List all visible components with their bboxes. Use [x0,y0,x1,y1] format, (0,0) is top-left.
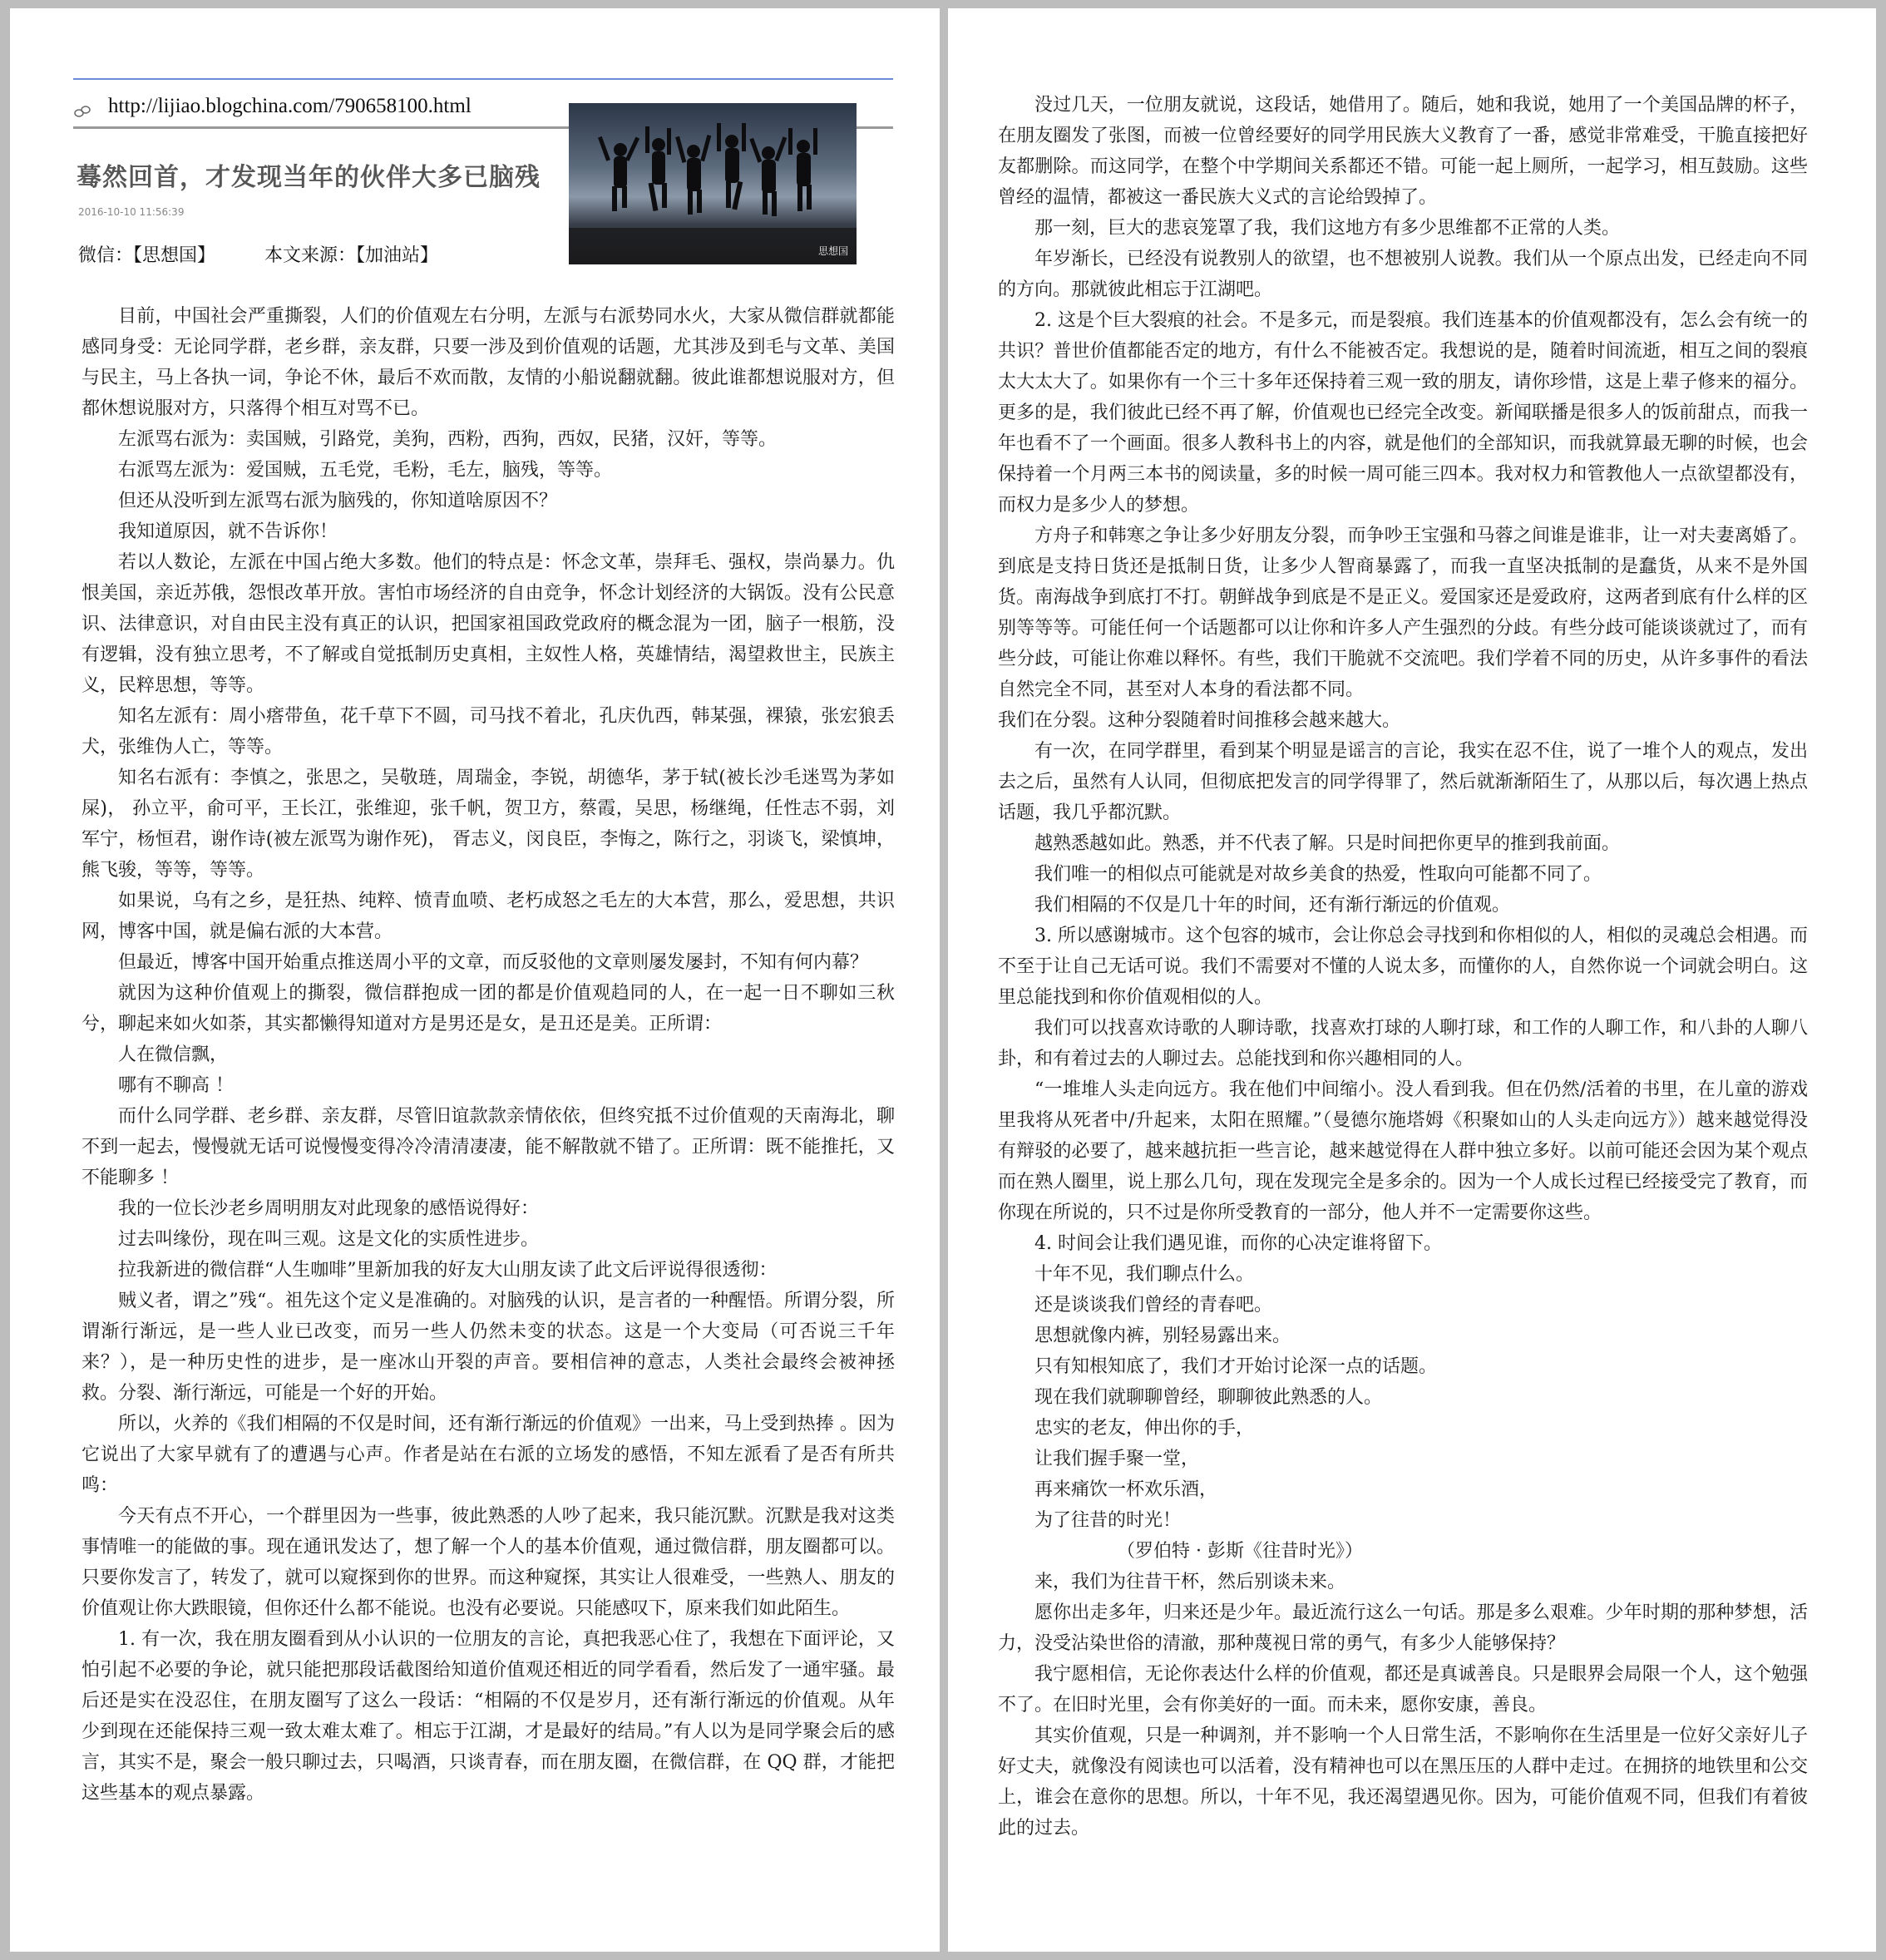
paragraph: 而什么同学群、老乡群、亲友群，尽管旧谊款款亲情依依，但终究抵不过价值观的天南海北，聊不到一起去，慢慢就无话可说慢慢变得冷冷清清凄凄，能不解散就不错了。正所谓：既不能推托，又不能聊多 ！ [81,1106,895,1188]
paragraph: 人在微信飘， [118,1044,229,1065]
paragraph: 我们相隔的不仅是几十年的时间，还有渐行渐远的价值观。 [1034,895,1511,916]
paragraph: 愿你出走多年，归来还是少年。最近流行这么一句话。那是多么艰难。少年时期的那种梦想，活力，没受沾染世俗的清澈，那种蔑视日常的勇气，有多少人能够保持？ [998,1602,1808,1654]
paragraph: 十年不见，我们聊点什么。 [1034,1264,1255,1285]
paragraph: 贼义者，谓之”残“。祖先这个定义是准确的。对脑残的认识，是言者的一种醒悟。所谓分裂，所谓渐行渐远，是一些人业已改变，而另一些人仍然未变的状态。这是一个大变局（可否说三千年来？），是一种历史性的进步，是一座冰山开裂的声音。要相信神的意志，人类社会最终会被神拯救。分裂、渐行渐远，可能是一个好的开始。 [81,1291,895,1404]
paragraph: 右派骂左派为：爱国贼，五毛党，毛粉，毛左，脑残，等等。 [118,460,613,481]
paragraph: 让我们握手聚一堂， [1034,1449,1200,1469]
paragraph: 我知道原因，就不告诉你！ [118,521,338,542]
paragraph: 我们可以找喜欢诗歌的人聊诗歌，找喜欢打球的人聊打球，和工作的人聊工作，和八卦的人聊八卦，和有着过去的人聊过去。总能找到和你兴趣相同的人。 [998,1018,1808,1069]
jumping-silhouettes-image [569,103,857,264]
paragraph: 就因为这种价值观上的撕裂，微信群抱成一团的都是价值观趋同的人，在一起一日不聊如三秋兮，聊起来如火如荼，其实都懒得知道对方是男还是女，是丑还是美。正所谓： [81,983,895,1034]
link-icon [73,105,91,118]
paragraph: 思想就像内裤，别轻易露出来。 [1034,1326,1291,1346]
paragraph: 忠实的老友，伸出你的手， [1034,1418,1255,1439]
paragraph: “一堆堆人头走向远方。我在他们中间缩小。没人看到我。但在仍然/活着的书里，在儿童的游戏里我将从死者中/升起来，太阳在照耀。”（曼德尔施塔姆《积聚如山的人头走向远方》）越来越觉得没有辩驳的必要了，越来越抗拒一些言论，越来越觉得在人群中独立多好。以前可能还会因为某个观点而在熟人圈里，说上那么几句，现在发现完全是多余的。因为一个人成长过程已经接受完了教育，而你现在所说的，只不过是你所受教育的一部分，他人并不一定需要你这些。 [998,1079,1808,1223]
top-blue-rule [73,78,893,80]
paragraph: 知名右派有：李慎之，张思之，吴敬琏，周瑞金，李锐，胡德华，茅于轼(被长沙毛迷骂为茅如屎)， 孙立平，俞可平，王长江，张维迎，张千帆，贺卫方，蔡霞，吴思，杨继绳，任性志不弱，刘军宁，杨恒君，谢作诗(被左派骂为谢作死)， 胥志义，闵良臣，李悔之，陈行之，羽谈飞，梁慎坤，熊飞骏，等等，等等。 [81,768,895,881]
paragraph: 方舟子和韩寒之争让多少好朋友分裂，而争吵王宝强和马蓉之间谁是谁非，让一对夫妻离婚了。到底是支持日货还是抵制日货，让多少人智商暴露了，而我一直坚决抵制的是蠢货，从来不是外国货。南海战争到底打不打。朝鲜战争到底是不是正义。爱国家还是爱政府，这两者到底有什么样的区别等等等。可能任何一个话题都可以让你和许多人产生强烈的分歧。有些分歧可能谈谈就过了，而有些分歧，可能让你难以释怀。有些，我们干脆就不交流吧。我们学着不同的历史，从许多事件的看法自然完全不同，甚至对人本身的看法都不同。 [998,526,1808,700]
header-photo [569,103,857,264]
paragraph: 目前，中国社会严重撕裂，人们的价值观左右分明，左派与右派势同水火，大家从微信群就都能感同身受：无论同学群，老乡群，亲友群，只要一涉及到价值观的话题，尤其涉及到毛与文革、美国与民主，马上各执一词，争论不休，最后不欢而散，友情的小船说翻就翻。彼此谁都想说服对方，但都休想说服对方，只落得个相互对骂不已。 [81,306,895,419]
url-row [73,91,564,125]
paragraph: 来，我们为往昔干杯，然后别谈未来。 [1034,1572,1346,1592]
right-article-body [998,90,1808,1844]
paragraph: 我们在分裂。这种分裂随着时间推移会越来越大。 [998,710,1401,731]
paragraph: 其实价值观，只是一种调剂，并不影响一个人日常生活，不影响你在生活里是一位好父亲好儿子好丈夫，就像没有阅读也可以活着，没有精神也可以在黑压压的人群中走过。在拥挤的地铁里和公交上，谁会在意你的思想。所以，十年不见，我还渴望遇见你。因为，可能价值观不同，但我们有着彼此的过去。 [998,1725,1808,1839]
paragraph: 过去叫缘份，现在叫三观。这是文化的实质性进步。 [118,1229,540,1250]
paragraph: 我宁愿相信，无论你表达什么样的价值观，都还是真诚善良。只是眼界会局限一个人，这个勉强不了。在旧时光里，会有你美好的一面。而未来，愿你安康，善良。 [998,1664,1808,1716]
paragraph: 年岁渐长，已经没有说教别人的欲望，也不想被别人说教。我们从一个原点出发，已经走向不同的方向。那就彼此相忘于江湖吧。 [998,249,1808,300]
wechat-source: 微信：【思想国】 [78,245,216,266]
poem-citation: （罗伯特 · 彭斯《往昔时光》） [1117,1541,1363,1562]
paragraph: 越熟悉越如此。熟悉，并不代表了解。只是时间把你更早的推到我前面。 [1034,833,1621,854]
paragraph: 知名左派有：周小瘩带鱼，花千草下不圆，司马找不着北，孔庆仇西，韩某强，裸猿，张宏狼丢犬，张维伪人亡，等等。 [81,706,895,758]
paragraph: 4. 时间会让我们遇见谁，而你的心决定谁将留下。 [1034,1233,1442,1254]
paragraph: 我的一位长沙老乡周明朋友对此现象的感悟说得好： [118,1198,540,1219]
paragraph: 1. 有一次，我在朋友圈看到从小认识的一位朋友的言论，真把我恶心住了，我想在下面评论，又怕引起不必要的争论，就只能把那段话截图给知道价值观还相近的同学看看，然后发了一通牢骚。最后还是实在没忍住，在朋友圈写了这么一段话：“相隔的不仅是岁月，还有渐行渐远的价值观。从年少到现在还能保持三观一致太难太难了。相忘于江湖，才是最好的结局。”有人以为是同学聚会后的感言，其实不是，聚会一般只聊过去，只喝酒，只谈青春，而在朋友圈，在微信群，在 QQ 群，才能把这些基本的观点暴露。 [81,1629,895,1804]
paragraph: 但最近，博客中国开始重点推送周小平的文章，而反驳他的文章则屡发屡封，不知有何内幕？ [118,952,869,973]
paragraph: 哪有不聊高 ！ [118,1075,234,1096]
paragraph: 只有知根知底了，我们才开始讨论深一点的话题。 [1034,1356,1438,1377]
paragraph: 再来痛饮一杯欢乐酒， [1034,1479,1218,1500]
paragraph: 所以，火养的《我们相隔的不仅是时间，还有渐行渐远的价值观》一出来，马上受到热捧 。因为它说出了大家早就有了的遭遇与心声。作者是站在右派的立场发的感悟，不知左派看了是否有所共鸣： [81,1414,895,1496]
article-date: 2016-10-10 11:56:39 [78,206,185,218]
source-url[interactable]: http://lijiao.blogchina.com/790658100.html [108,95,472,117]
paragraph: 还是谈谈我们曾经的青春吧。 [1034,1295,1273,1316]
paragraph: 我们唯一的相似点可能就是对故乡美食的热爱，性取向可能都不同了。 [1034,864,1602,885]
paragraph: 左派骂右派为：卖国贼，引路党，美狗，西粉，西狗，西奴，民猪，汉奸，等等。 [118,429,778,450]
paragraph: 现在我们就聊聊曾经，聊聊彼此熟悉的人。 [1034,1387,1383,1408]
article-source: 本文来源：【加油站】 [264,245,439,266]
paragraph: 3. 所以感谢城市。这个包容的城市，会让你总会寻找到和你相似的人，相似的灵魂总会相遇。而不至于让自己无话可说。我们不需要对不懂的人说太多，而懂你的人，自然你说一个词就会明白。这里总能找到和你价值观相似的人。 [998,926,1808,1008]
image-watermark: 思想国 [817,245,848,257]
paragraph: 若以人数论，左派在中国占绝大多数。他们的特点是：怀念文革，崇拜毛、强权，崇尚暴力。仇恨美国，亲近苏俄，怨恨改革开放。害怕市场经济的自由竞争，怀念计划经济的大锅饭。没有公民意识、法律意识，对自由民主没有真正的认识，把国家祖国政党政府的概念混为一团，脑子一根筋，没有逻辑，没有独立思考，不了解或自觉抵制历史真相，主奴性人格，英雄情结，渴望救世主，民族主义，民粹思想，等等。 [81,552,895,696]
paragraph: 拉我新进的微信群“人生咖啡”里新加我的好友大山朋友读了此文后评说得很透彻： [118,1260,778,1281]
paragraph: 有一次，在同学群里，看到某个明显是谣言的言论，我实在忍不住，说了一堆个人的观点，发出去之后，虽然有人认同，但彻底把发言的同学得罪了，然后就渐渐陌生了，从那以后，每次遇上热点话题，我几乎都沉默。 [998,741,1808,823]
paragraph: 那一刻，巨大的悲哀笼罩了我，我们这地方有多少思维都不正常的人类。 [1034,218,1621,239]
paragraph: 没过几天，一位朋友就说，这段话，她借用了。随后，她和我说，她用了一个美国品牌的杯子，在朋友圈发了张图，而被一位曾经要好的同学用民族大义教育了一番，感觉非常难受，干脆直接把好友都删除。而这同学，在整个中学期间关系都还不错。可能一起上厕所，一起学习，相互鼓励。这些曾经的温情，都被这一番民族大义式的言论给毁掉了。 [998,95,1808,208]
right-page [948,8,1876,1952]
paragraph: 如果说，乌有之乡，是狂热、纯粹、愤青血喷、老朽成怒之毛左的大本营，那么，爱思想，共识网，博客中国，就是偏右派的大本营。 [81,891,895,942]
article-meta [78,241,481,267]
paragraph: 2. 这是个巨大裂痕的社会。不是多元，而是裂痕。我们连基本的价值观都没有，怎么会有统一的共识？普世价值都能否定的地方，有什么不能被否定。我想说的是，随着时间流逝，相互之间的裂痕太大太大了。如果你有一个三十多年还保持着三观一致的朋友，请你珍惜，这是上辈子修来的福分。更多的是，我们彼此已经不再了解，价值观也已经完全改变。新闻联播是很多人的饭前甜点，而我一年也看不了一个画面。很多人教科书上的内容，就是他们的全部知识，而我就算最无聊的时候，也会保持着一个月两三本书的阅读量，多的时候一周可能三四本。我对权力和管教他人一点欲望都没有，而权力是多少人的梦想。 [998,310,1808,516]
left-article-body [81,301,895,1809]
article-title: 蓦然回首，才发现当年的伙伴大多已脑残 [77,163,541,192]
left-page [10,8,940,1952]
paragraph: 但还从没听到左派骂右派为脑残的，你知道啥原因不？ [118,491,558,511]
paragraph: 今天有点不开心，一个群里因为一些事，彼此熟悉的人吵了起来，我只能沉默。沉默是我对这类事情唯一的能做的事。现在通讯发达了，想了解一个人的基本价值观，通过微信群，朋友圈都可以。只要你发言了，转发了，就可以窥探到你的世界。而这种窥探，其实让人很难受，一些熟人、朋友的价值观让你大跌眼镜，但你还什么都不能说。也没有必要说。只能感叹下，原来我们如此陌生。 [81,1506,895,1619]
paragraph: 为了往昔的时光！ [1034,1510,1182,1531]
